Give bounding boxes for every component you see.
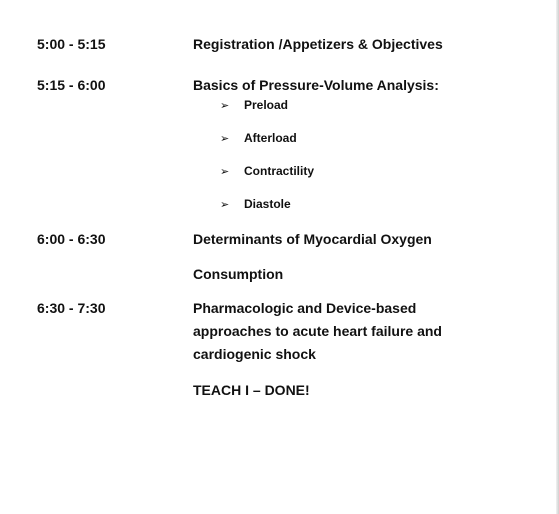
agenda-title-slot-4-line-3: cardiogenic shock xyxy=(193,346,316,362)
bullet-label: Contractility xyxy=(244,164,315,178)
agenda-title-slot-4-line-1: Pharmacologic and Device-based xyxy=(193,300,417,316)
agenda-title-slot-4-line-2: approaches to acute heart failure and xyxy=(193,323,442,339)
agenda-title-slot-3-line-1: Determinants of Myocardial Oxygen xyxy=(193,231,432,247)
bullet-label: Afterload xyxy=(244,131,297,145)
bullet-item-contractility xyxy=(220,163,314,180)
bullet-arrow-icon: ➢ xyxy=(220,100,230,112)
bullet-label: Diastole xyxy=(244,197,291,211)
agenda-title-slot-3-line-2: Consumption xyxy=(193,266,284,282)
agenda-time-slot-2: 5:15 - 6:00 xyxy=(37,77,106,93)
agenda-time-slot-3: 6:00 - 6:30 xyxy=(37,231,106,247)
bullet-label: Preload xyxy=(244,98,289,112)
agenda-title-slot-2: Basics of Pressure-Volume Analysis: xyxy=(193,77,439,93)
agenda-time-slot-1: 5:00 - 5:15 xyxy=(37,36,106,52)
bullet-item-afterload xyxy=(220,130,297,147)
bullet-item-diastole xyxy=(220,196,291,213)
agenda-title-slot-1: Registration /Appetizers & Objectives xyxy=(193,36,443,52)
agenda-closing-text: TEACH I – DONE! xyxy=(193,382,310,398)
bullet-arrow-icon: ➢ xyxy=(220,199,230,211)
agenda-time-slot-4: 6:30 - 7:30 xyxy=(37,300,106,316)
bullet-item-preload xyxy=(220,97,288,114)
bullet-arrow-icon: ➢ xyxy=(220,166,230,178)
bullet-arrow-icon: ➢ xyxy=(220,133,230,145)
